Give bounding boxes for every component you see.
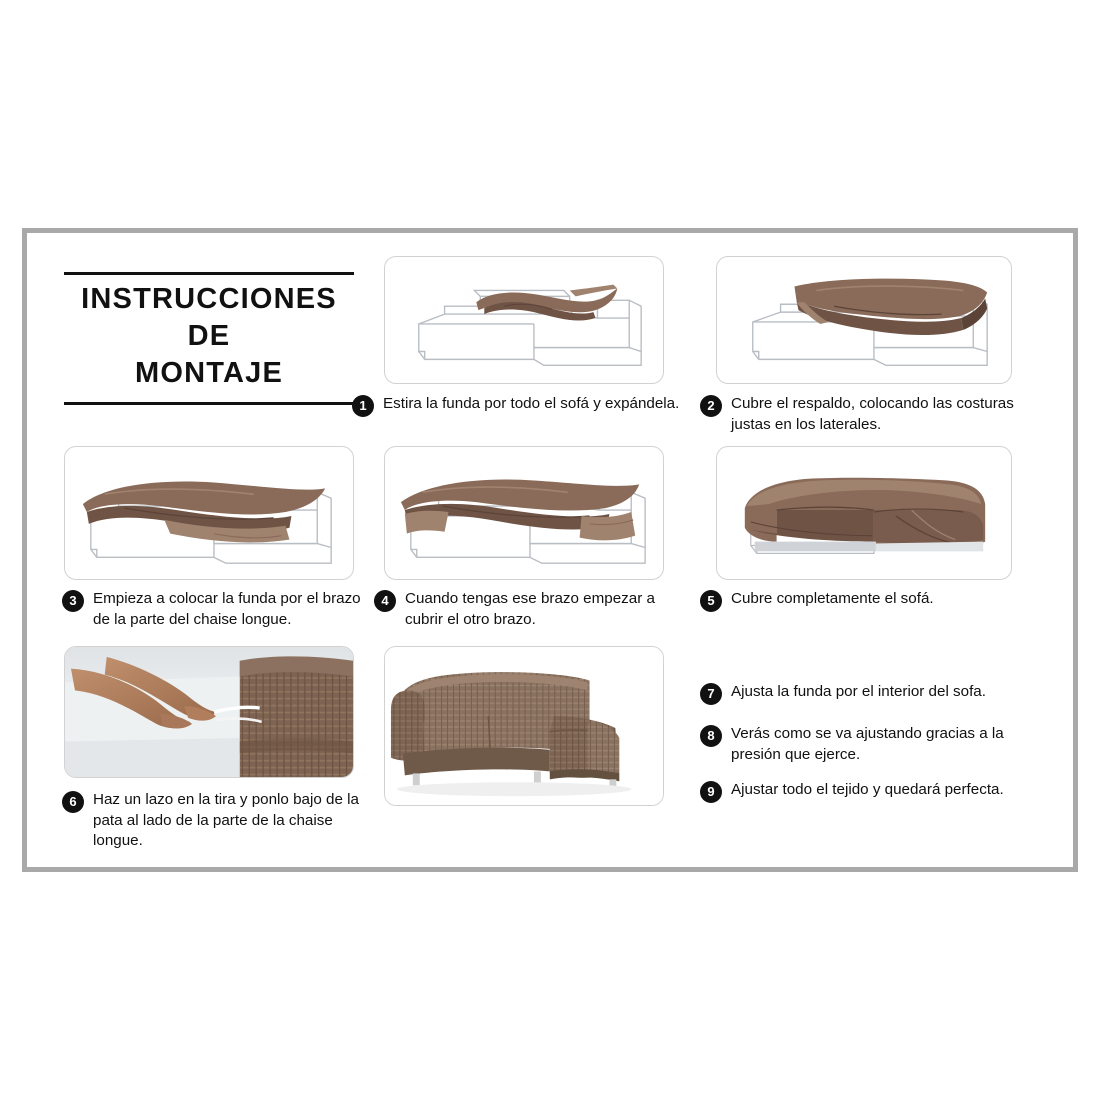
step-bullet-5: 5 <box>700 590 722 612</box>
step-text-2: Cubre el respaldo, colocando las costuras justas en los laterales. <box>731 395 1014 433</box>
figure-step-5 <box>716 446 1012 580</box>
step-bullet-8: 8 <box>700 725 722 747</box>
figure-step-2 <box>716 256 1012 384</box>
caption-step-6 <box>62 790 382 852</box>
step-bullet-3: 3 <box>62 590 84 612</box>
caption-step-2 <box>700 394 1020 435</box>
caption-step-1 <box>352 394 682 417</box>
sofa-line-drawing-1 <box>385 257 663 383</box>
step-text-7: Ajusta la funda por el interior del sofa. <box>731 683 986 700</box>
step-bullet-4: 4 <box>374 590 396 612</box>
step-bullet-1: 1 <box>352 395 374 417</box>
content-area <box>36 242 1064 858</box>
figure-step-7 <box>384 646 664 806</box>
caption-step-5 <box>700 589 1020 612</box>
sofa-line-drawing-4 <box>385 447 663 579</box>
sofa-line-drawing-5 <box>717 447 1011 579</box>
step-text-8: Verás como se va ajustando gracias a la presión que ejerce. <box>731 725 1004 763</box>
page-title-line-2: DE <box>187 320 231 353</box>
step-bullet-2: 2 <box>700 395 722 417</box>
step-text-6: Haz un lazo en la tira y ponlo bajo de la pata al lado de la parte de la chaise longue. <box>93 791 359 850</box>
step-bullet-9: 9 <box>700 781 722 803</box>
figure-step-3 <box>64 446 354 580</box>
page-title-line-1: INSTRUCCIONES <box>81 283 337 315</box>
sofa-line-drawing-3 <box>65 447 353 579</box>
page-title-line-3: MONTAJE <box>134 357 284 390</box>
title-block <box>64 272 354 405</box>
caption-step-8 <box>700 724 1040 765</box>
sofa-line-drawing-2 <box>717 257 1011 383</box>
caption-step-3 <box>62 589 374 630</box>
figure-step-1 <box>384 256 664 384</box>
figure-step-4 <box>384 446 664 580</box>
page-title <box>64 275 354 394</box>
step-text-3: Empieza a colocar la funda por el brazo de la parte del chaise longue. <box>93 590 361 628</box>
step-text-9: Ajustar todo el tejido y quedará perfecta. <box>731 781 1004 798</box>
photo-hands-tying-strap <box>65 647 353 777</box>
photo-finished-sofa <box>385 647 663 805</box>
caption-step-4 <box>374 589 674 630</box>
title-rule-bottom <box>64 402 354 405</box>
figure-step-6 <box>64 646 354 778</box>
step-text-4: Cuando tengas ese brazo empezar a cubrir el otro brazo. <box>405 590 655 628</box>
step-bullet-6: 6 <box>62 791 84 813</box>
caption-step-9 <box>700 780 1040 803</box>
caption-step-7 <box>700 682 1030 705</box>
step-text-1: Estira la funda por todo el sofá y expándela. <box>383 395 680 412</box>
step-bullet-7: 7 <box>700 683 722 705</box>
step-text-5: Cubre completamente el sofá. <box>731 590 934 607</box>
